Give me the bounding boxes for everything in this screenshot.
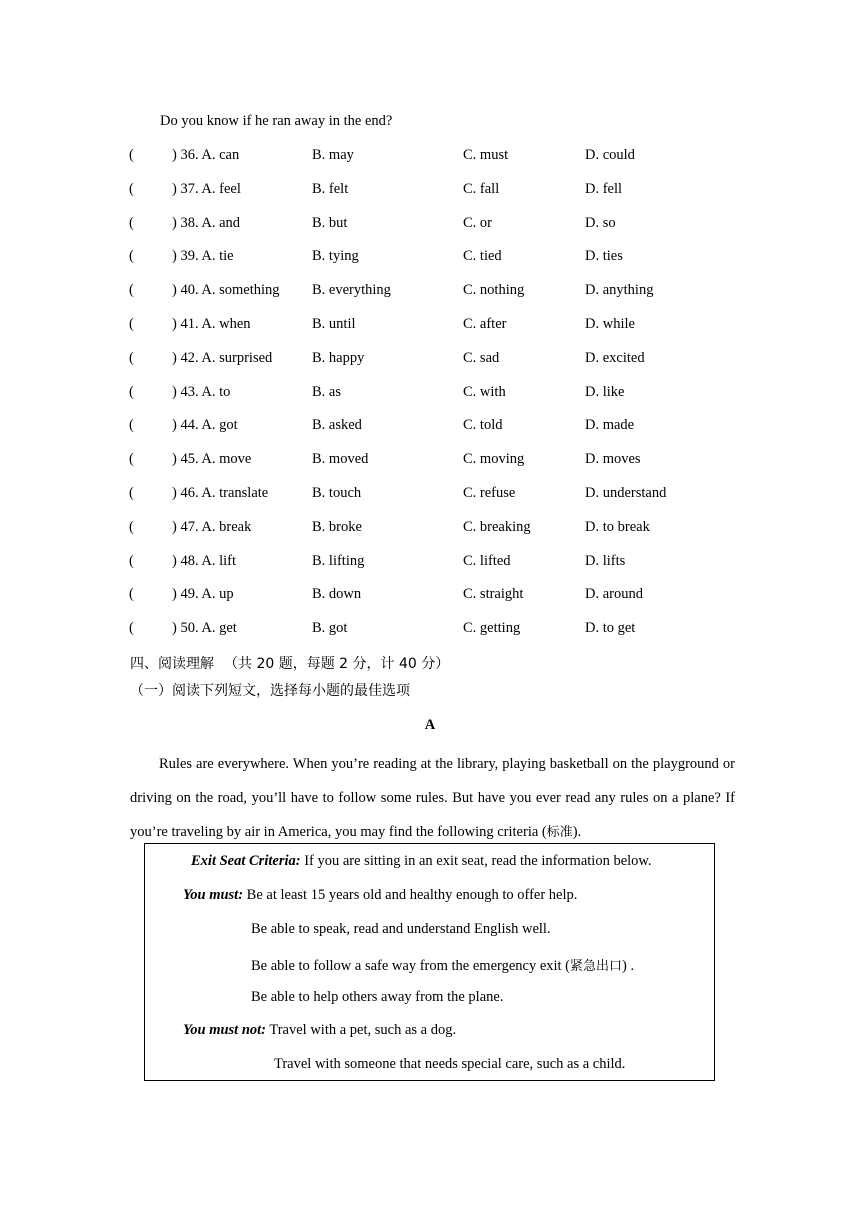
option-d: D. like bbox=[585, 383, 625, 400]
answer-paren: ( bbox=[129, 282, 134, 299]
passage-cjk-gloss: 标准 bbox=[546, 825, 573, 840]
option-c: C. fall bbox=[463, 180, 500, 197]
option-d: D. to get bbox=[585, 620, 636, 637]
exit-seat-criteria-box bbox=[144, 843, 715, 1081]
answer-paren: ( bbox=[129, 383, 134, 400]
option-a: ) 45. A. move bbox=[172, 451, 252, 468]
option-d: D. could bbox=[585, 147, 635, 163]
passage-body: Rules are everywhere. When you’re reading at the library, playing basketball on the playground or driving on the road, you’ll have to follow some rules. But have you ever read any rules on a plane? If you’re traveling by air in America, you may find the following criteria ( bbox=[130, 756, 735, 840]
passage-text bbox=[130, 747, 735, 850]
must-item-1: Be at least 15 years old and healthy enough to offer help. bbox=[243, 887, 578, 903]
answer-paren: ( bbox=[129, 316, 134, 332]
option-d: D. understand bbox=[585, 485, 667, 501]
option-a: ) 40. A. something bbox=[172, 282, 280, 299]
option-b: B. felt bbox=[312, 180, 349, 197]
option-c: C. after bbox=[463, 316, 507, 332]
question-row bbox=[0, 417, 860, 439]
option-d: D. to break bbox=[585, 518, 650, 535]
passage-end: ). bbox=[572, 824, 582, 840]
option-b: B. as bbox=[312, 383, 341, 400]
answer-paren: ( bbox=[129, 248, 134, 265]
must-line-3 bbox=[251, 955, 634, 975]
option-d: D. while bbox=[585, 316, 635, 332]
option-d: D. anything bbox=[585, 282, 654, 299]
option-a: ) 43. A. to bbox=[172, 383, 231, 400]
option-b: B. asked bbox=[312, 417, 362, 434]
question-row bbox=[0, 147, 860, 169]
option-a: ) 50. A. get bbox=[172, 620, 237, 637]
option-b: B. lifting bbox=[312, 552, 365, 569]
option-c: C. straight bbox=[463, 586, 524, 603]
option-c: C. with bbox=[463, 383, 506, 400]
subsection-instruction: （一）阅读下列短文，选择每小题的最佳选项 bbox=[130, 683, 410, 699]
question-row bbox=[0, 316, 860, 338]
option-c: C. must bbox=[463, 147, 509, 163]
must-item-2: Be able to speak, read and understand English well. bbox=[251, 921, 551, 937]
option-a: ) 38. A. and bbox=[172, 214, 241, 231]
option-d: D. made bbox=[585, 417, 635, 434]
option-c: C. nothing bbox=[463, 282, 525, 299]
option-d: D. ties bbox=[585, 248, 623, 265]
option-d: D. moves bbox=[585, 451, 641, 468]
answer-paren: ( bbox=[129, 349, 134, 366]
option-c: C. tied bbox=[463, 248, 502, 265]
must-item-4: Be able to help others away from the plane. bbox=[251, 989, 504, 1005]
question-row bbox=[0, 215, 860, 237]
question-row bbox=[0, 181, 860, 203]
option-d: D. excited bbox=[585, 349, 645, 366]
criteria-heading-line bbox=[191, 853, 652, 870]
option-c: C. moving bbox=[463, 451, 525, 468]
must-item-3-cjk: 紧急出口 bbox=[570, 959, 623, 974]
option-b: B. down bbox=[312, 586, 362, 603]
option-d: D. fell bbox=[585, 180, 623, 197]
option-d: D. so bbox=[585, 214, 616, 231]
option-c: C. refuse bbox=[463, 485, 516, 501]
must-item-3-post: ) . bbox=[622, 958, 635, 974]
answer-paren: ( bbox=[129, 180, 134, 197]
option-b: B. everything bbox=[312, 282, 391, 299]
option-c: C. getting bbox=[463, 620, 521, 637]
option-a: ) 48. A. lift bbox=[172, 552, 237, 569]
option-a: ) 49. A. up bbox=[172, 586, 234, 603]
option-b: B. may bbox=[312, 147, 354, 163]
option-c: C. sad bbox=[463, 349, 500, 366]
option-b: B. touch bbox=[312, 485, 362, 501]
answer-paren: ( bbox=[129, 620, 134, 637]
answer-paren: ( bbox=[129, 417, 134, 434]
question-row bbox=[0, 620, 860, 642]
answer-paren: ( bbox=[129, 586, 134, 603]
question-row bbox=[0, 384, 860, 406]
option-d: D. lifts bbox=[585, 552, 626, 569]
option-c: C. lifted bbox=[463, 552, 511, 569]
answer-paren: ( bbox=[129, 552, 134, 569]
option-a: ) 36. A. can bbox=[172, 147, 240, 163]
option-d: D. around bbox=[585, 586, 643, 603]
option-c: C. breaking bbox=[463, 518, 531, 535]
answer-paren: ( bbox=[129, 147, 134, 163]
question-row bbox=[0, 485, 860, 507]
option-a: ) 39. A. tie bbox=[172, 248, 234, 265]
option-a: ) 37. A. feel bbox=[172, 180, 241, 197]
question-row bbox=[0, 350, 860, 372]
passage-letter: A bbox=[424, 717, 436, 733]
option-b: B. until bbox=[312, 316, 356, 332]
option-b: B. but bbox=[312, 214, 348, 231]
option-c: C. told bbox=[463, 417, 503, 434]
section-heading bbox=[130, 653, 449, 673]
answer-paren: ( bbox=[129, 518, 134, 535]
option-c: C. or bbox=[463, 214, 492, 231]
answer-paren: ( bbox=[129, 451, 134, 468]
question-row bbox=[0, 451, 860, 473]
must-label: You must: bbox=[183, 887, 244, 903]
section-note: （共 20 题，每题 2 分，计 40 分） bbox=[224, 656, 450, 672]
option-a: ) 47. A. break bbox=[172, 518, 252, 535]
option-a: ) 44. A. got bbox=[172, 417, 238, 434]
criteria-heading-rest: If you are sitting in an exit seat, read the information below. bbox=[300, 853, 652, 869]
question-row bbox=[0, 248, 860, 270]
intro-line: Do you know if he ran away in the end? bbox=[160, 113, 393, 129]
mustnot-item-1: Travel with a pet, such as a dog. bbox=[266, 1022, 457, 1038]
option-b: B. tying bbox=[312, 248, 359, 265]
option-b: B. broke bbox=[312, 518, 362, 535]
question-row bbox=[0, 519, 860, 541]
option-b: B. happy bbox=[312, 349, 365, 366]
question-row bbox=[0, 553, 860, 575]
option-a: ) 46. A. translate bbox=[172, 485, 269, 501]
section-title: 四、阅读理解 bbox=[130, 656, 214, 672]
option-b: B. got bbox=[312, 620, 348, 637]
answer-paren: ( bbox=[129, 485, 134, 501]
criteria-heading: Exit Seat Criteria: bbox=[191, 853, 301, 869]
must-item-3-pre: Be able to follow a safe way from the emergency exit ( bbox=[251, 958, 571, 974]
must-line-1 bbox=[183, 887, 577, 904]
mustnot-label: You must not: bbox=[183, 1022, 266, 1038]
option-a: ) 41. A. when bbox=[172, 316, 251, 332]
option-b: B. moved bbox=[312, 451, 369, 468]
option-a: ) 42. A. surprised bbox=[172, 349, 273, 366]
answer-paren: ( bbox=[129, 214, 134, 231]
mustnot-item-2: Travel with someone that needs special care, such as a child. bbox=[274, 1056, 626, 1072]
question-row bbox=[0, 586, 860, 608]
mustnot-line-1 bbox=[183, 1022, 456, 1039]
question-row bbox=[0, 282, 860, 304]
